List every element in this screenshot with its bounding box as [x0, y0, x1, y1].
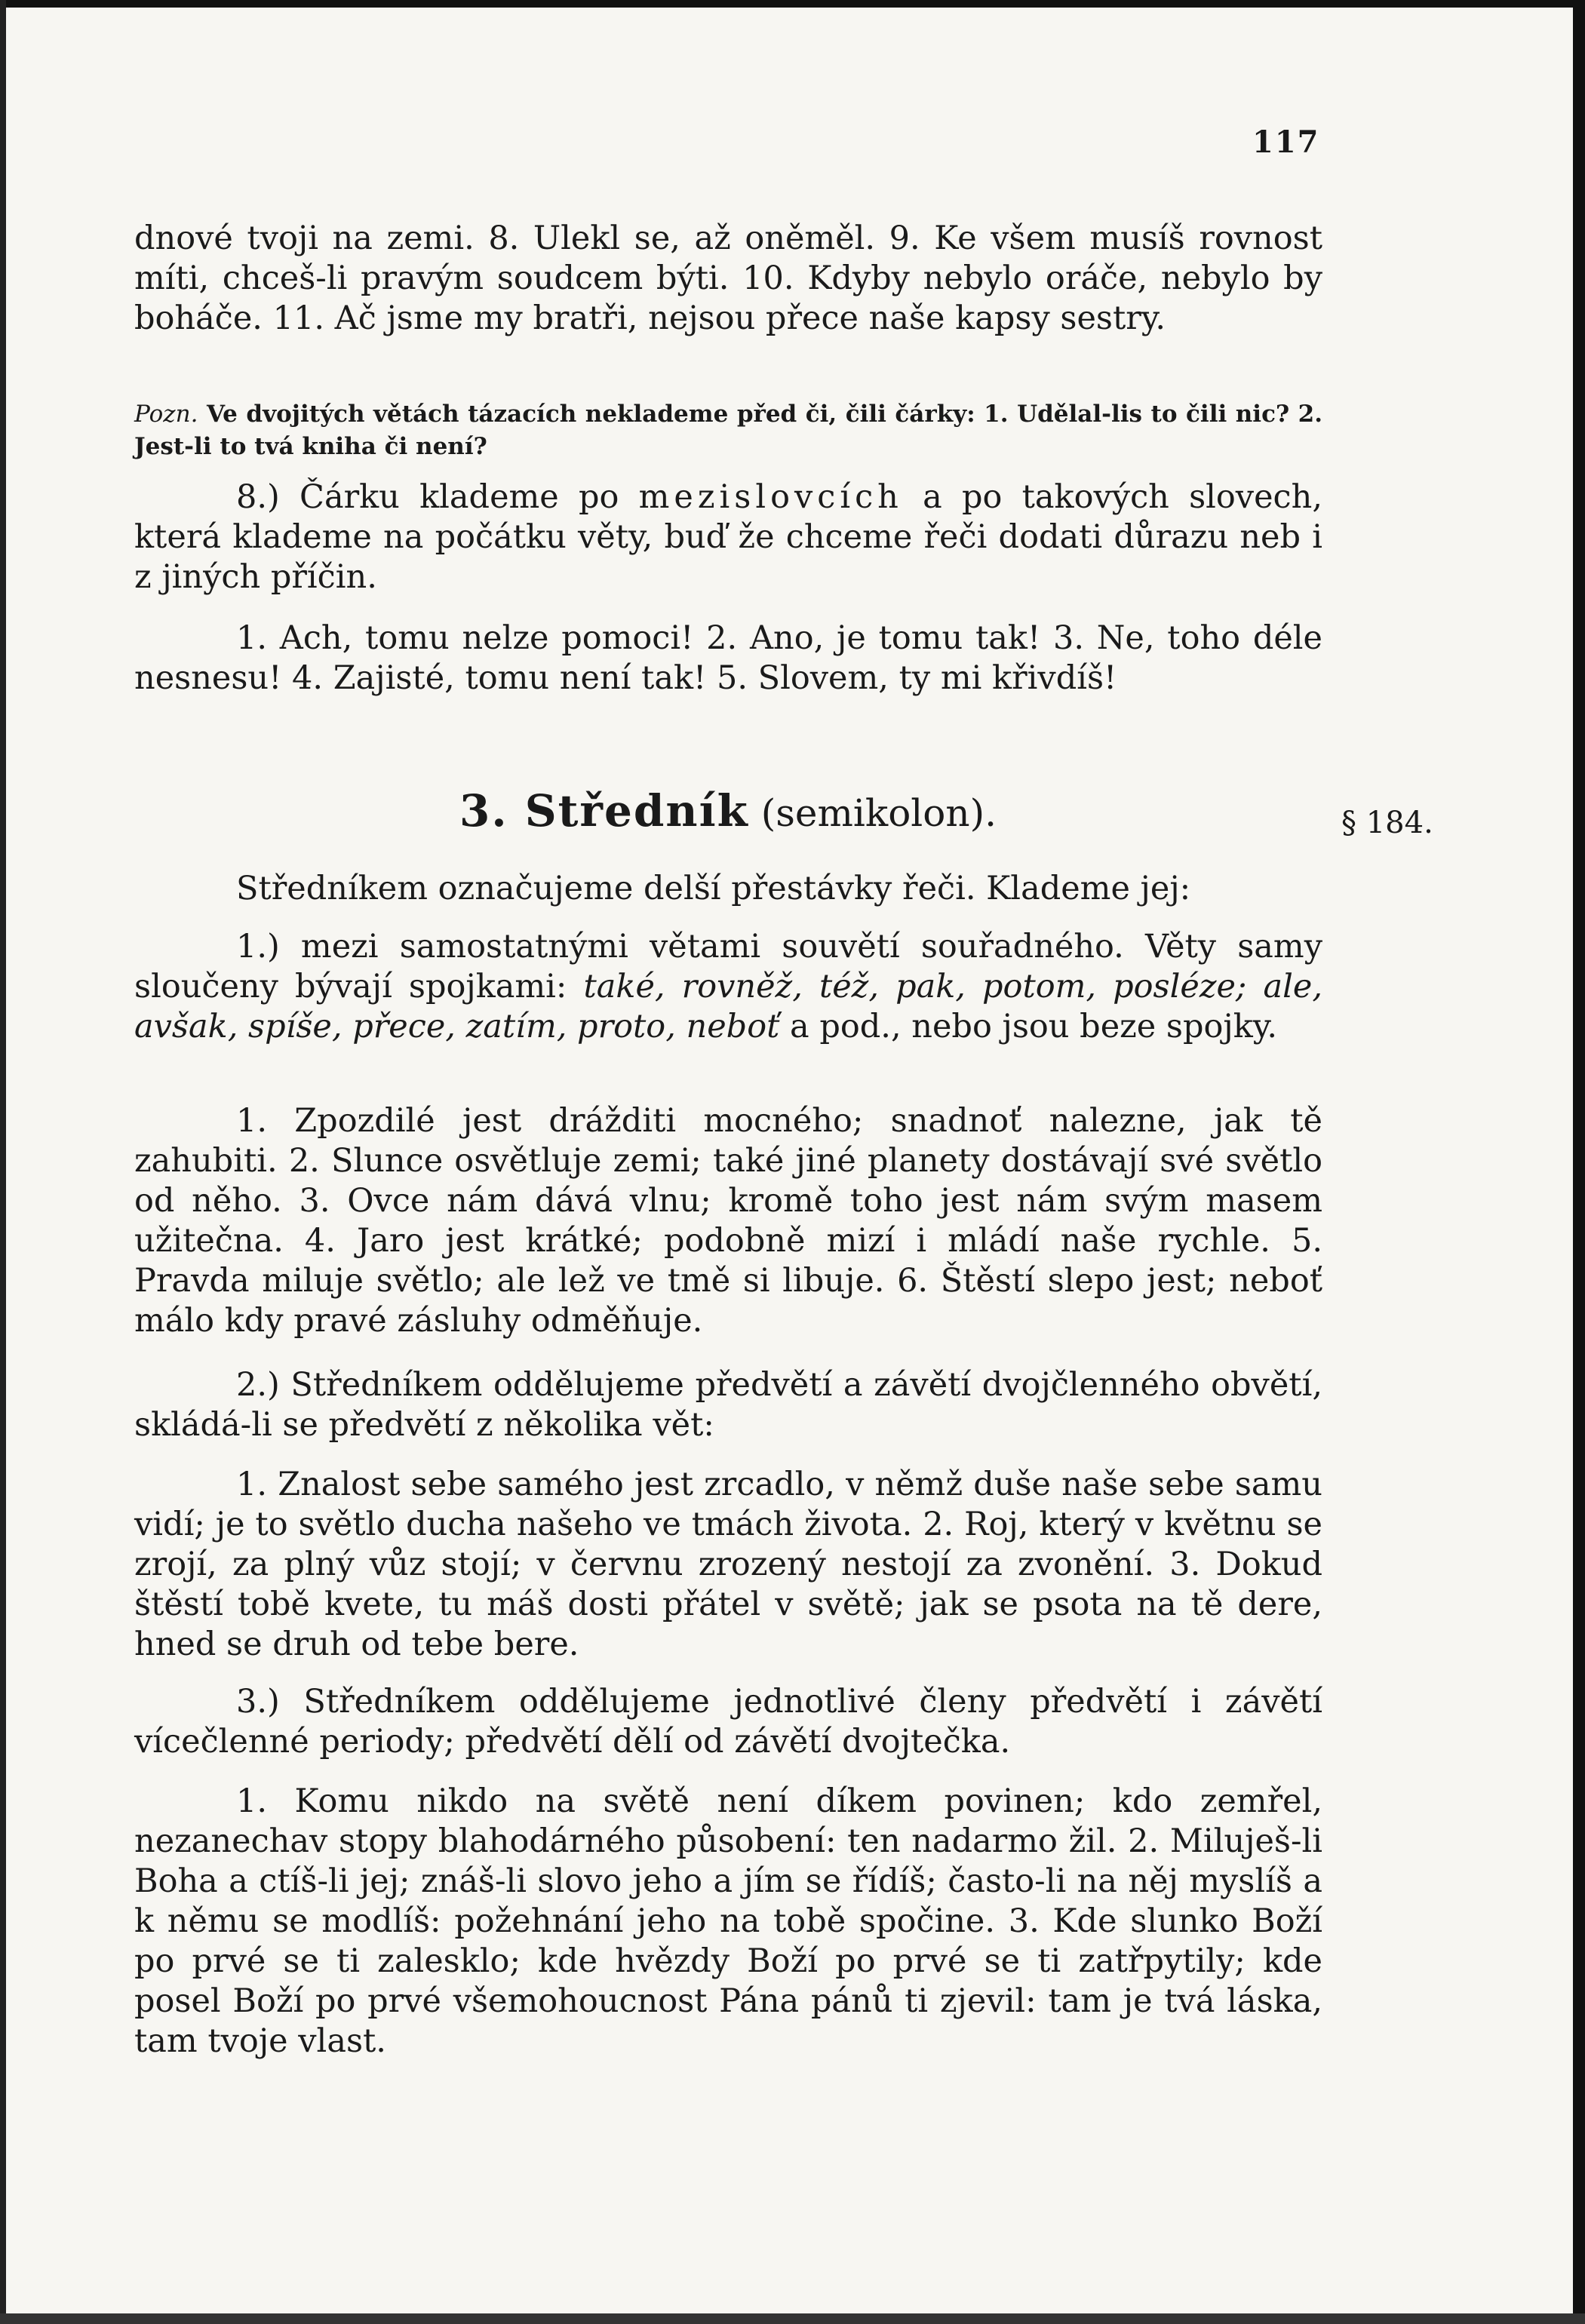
paragraph-examples-8: 1. Ach, tomu nelze pomoci! 2. Ano, je tomu tak! 3. Ne, toho déle nesnesu! 4. Zajisté, tomu není tak! 5. Slovem, ty mi křivdíš! [134, 619, 1322, 697]
note-text: Ve dvojitých větách tázacích neklademe před či, čili čárky: 1. Udělal-lis to čili nic? 2. Jest-li to tvá kniha či není? [134, 401, 1322, 460]
paragraph-rule-1 [134, 927, 1322, 1047]
paragraph-examples-continued: dnové tvoji na zemi. 8. Ulekl se, až oněměl. 9. Ke všem musíš rovnost míti, chceš-li pravým soudcem býti. 10. Kdyby nebylo oráče, nebylo by boháče. 11. Ač jsme my bratři, nejsou přece naše kapsy sestry. [134, 220, 1322, 337]
paragraph-examples-3: 1. Komu nikdo na světě není díkem povinen; kdo zemřel, nezanechav stopy blahodárného působení: ten nadarmo žil. 2. Miluješ-li Boha a ctíš-li jej; znáš-li slovo jeho a jím se řídíš; často-li na něj myslíš a k němu se modlíš: požehnání jeho na tobě spočine. 3. Kde slunko Boží po prvé se ti zalesklo; kde hvězdy Boží po prvé se ti zatřpytily; kde posel Boží po prvé všemohoucnost Pána pánů ti zjevil: tam je tvá láska, tam tvoje vlast. [134, 1782, 1322, 2060]
paragraph-examples-1: 1. Zpozdilé jest drážditi mocného; snadnoť nalezne, jak tě zahubiti. 2. Slunce osvětluje zemi; také jiné planety dostávají své světlo od něho. 3. Ovce nám dává vlnu; kromě toho jest nám svým masem užitečna. 4. Jaro jest krátké; podobně mizí i mládí naše rychle. 5. Pravda miluje světlo; ale lež ve tmě si libuje. 6. Štěstí slepo jest; neboť málo kdy pravé zásluhy odměňuje. [134, 1102, 1322, 1340]
note-label: Pozn. [134, 401, 198, 428]
scan-border-top [0, 0, 1585, 8]
scan-border-bottom [0, 2313, 1585, 2324]
rule-8-start: 8.) Čárku klademe po [236, 478, 639, 516]
heading-subtitle: (semikolon). [760, 791, 997, 835]
section-paragraph-mark: § 184. [1341, 806, 1433, 840]
rule-1-conjunctions: také, rovněž, též, pak, potom, posléze; ale, avšak, spíše, přece, zatím, proto, neboť [134, 968, 1322, 1045]
paragraph-rule-8 [134, 477, 1322, 597]
paragraph-intro-semicolon: Středníkem označujeme delší přestávky řeči. Klademe jej: [236, 870, 1191, 907]
rule-1-start: 1.) mezi samostatnými větami souvětí souřadného. Věty samy sloučeny bývají spojkami: [134, 928, 1322, 1005]
rule-1-end: a pod., nebo jsou beze spojky. [779, 1008, 1278, 1045]
rule-8-end: a po takových slovech, která klademe na počátku věty, buď že chceme řeči dodati důrazu neb i z jiných příčin. [134, 478, 1322, 596]
section-heading [0, 784, 1456, 840]
paragraph-rule-2: 2.) Středníkem oddělujeme předvětí a závětí dvojčlenného obvětí, skládá-li se předvětí z několika vět: [134, 1366, 1322, 1444]
scan-border-right [1573, 0, 1585, 2324]
heading-title: 3. Středník [459, 785, 749, 837]
scan-border-left [0, 0, 6, 2324]
page-number: 117 [1252, 124, 1320, 160]
rule-8-spaced-term: mezislovcích [638, 478, 903, 516]
paragraph-rule-3: 3.) Středníkem oddělujeme jednotlivé členy předvětí i závětí vícečlenné periody; předvětí dělí od závětí dvojtečka. [134, 1683, 1322, 1761]
note [134, 398, 1322, 463]
paragraph-examples-2: 1. Znalost sebe samého jest zrcadlo, v němž duše naše sebe samu vidí; je to světlo ducha našeho ve tmách života. 2. Roj, který v květnu se zrojí, za plný vůz stojí; v červnu zrozený nestojí za zvonění. 3. Dokud štěstí tobě kvete, tu máš dosti přátel v světě; jak se psota na tě dere, hned se druh od tebe bere. [134, 1466, 1322, 1663]
